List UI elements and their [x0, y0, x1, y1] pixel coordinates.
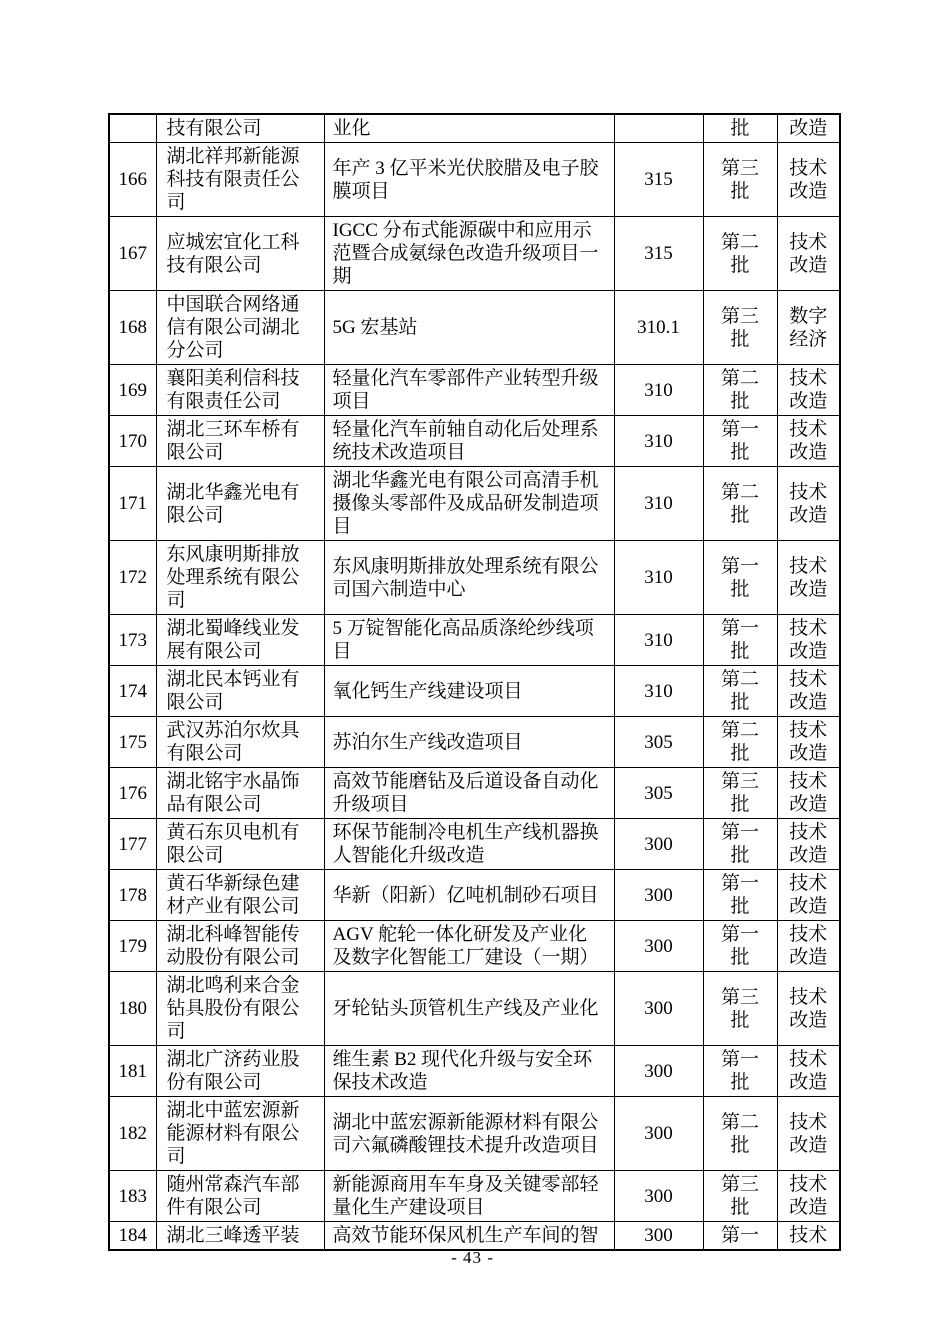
cell-amount: 315	[614, 143, 703, 217]
cell-batch: 第一批	[703, 870, 777, 921]
cell-company: 湖北三环车桥有限公司	[156, 416, 324, 467]
cell-batch: 第一批	[703, 541, 777, 615]
cell-amount: 300	[614, 1171, 703, 1222]
cell-seq: 182	[109, 1097, 156, 1171]
cell-amount: 310	[614, 541, 703, 615]
cell-batch: 第二批	[703, 365, 777, 416]
cell-batch: 第三批	[703, 768, 777, 819]
cell-seq: 167	[109, 217, 156, 291]
cell-company: 湖北祥邦新能源科技有限责任公司	[156, 143, 324, 217]
cell-seq: 175	[109, 717, 156, 768]
cell-amount: 300	[614, 1046, 703, 1097]
table-row	[109, 768, 840, 819]
cell-seq: 166	[109, 143, 156, 217]
cell-seq: 177	[109, 819, 156, 870]
cell-amount: 300	[614, 819, 703, 870]
cell-amount: 300	[614, 870, 703, 921]
cell-batch: 第三批	[703, 972, 777, 1046]
cell-amount: 310.1	[614, 291, 703, 365]
cell-company: 湖北蜀峰线业发展有限公司	[156, 615, 324, 666]
cell-seq: 174	[109, 666, 156, 717]
cell-seq: 168	[109, 291, 156, 365]
cell-category: 技术改造	[777, 217, 840, 291]
cell-company: 湖北铭宇水晶饰品有限公司	[156, 768, 324, 819]
cell-batch: 第一	[703, 1222, 777, 1251]
cell-project: 轻量化汽车零部件产业转型升级项目	[324, 365, 614, 416]
table-row	[109, 666, 840, 717]
cell-project: 华新（阳新）亿吨机制砂石项目	[324, 870, 614, 921]
cell-project: IGCC 分布式能源碳中和应用示范暨合成氨绿色改造升级项目一期	[324, 217, 614, 291]
cell-amount: 310	[614, 666, 703, 717]
cell-project: 维生素 B2 现代化升级与安全环保技术改造	[324, 1046, 614, 1097]
cell-project: AGV 舵轮一体化研发及产业化及数字化智能工厂建设（一期）	[324, 921, 614, 972]
cell-batch: 第一批	[703, 615, 777, 666]
cell-company: 湖北民本钙业有限公司	[156, 666, 324, 717]
cell-batch: 第二批	[703, 467, 777, 541]
table-row	[109, 1046, 840, 1097]
cell-amount: 310	[614, 416, 703, 467]
cell-project: 环保节能制冷电机生产线机器换人智能化升级改造	[324, 819, 614, 870]
cell-amount: 315	[614, 217, 703, 291]
cell-project: 年产 3 亿平米光伏胶腊及电子胶膜项目	[324, 143, 614, 217]
cell-company: 黄石华新绿色建材产业有限公司	[156, 870, 324, 921]
table-row	[109, 365, 840, 416]
cell-batch: 批	[703, 114, 777, 143]
cell-project: 牙轮钻头顶管机生产线及产业化	[324, 972, 614, 1046]
cell-batch: 第二批	[703, 717, 777, 768]
cell-company: 湖北鸣利来合金钻具股份有限公司	[156, 972, 324, 1046]
cell-amount: 300	[614, 1097, 703, 1171]
table-row	[109, 1171, 840, 1222]
cell-category: 技术改造	[777, 1046, 840, 1097]
table-row	[109, 217, 840, 291]
table-row	[109, 1222, 840, 1251]
cell-project: 高效节能磨钻及后道设备自动化升级项目	[324, 768, 614, 819]
table-row	[109, 114, 840, 143]
cell-amount: 305	[614, 717, 703, 768]
cell-company: 湖北三峰透平装	[156, 1222, 324, 1251]
cell-category: 技术改造	[777, 972, 840, 1046]
table-row	[109, 972, 840, 1046]
cell-amount: 310	[614, 365, 703, 416]
table-row	[109, 870, 840, 921]
cell-seq: 180	[109, 972, 156, 1046]
project-list-table	[108, 113, 841, 1251]
cell-category: 技术改造	[777, 1097, 840, 1171]
table-row	[109, 541, 840, 615]
cell-project: 氧化钙生产线建设项目	[324, 666, 614, 717]
cell-seq: 171	[109, 467, 156, 541]
cell-seq: 183	[109, 1171, 156, 1222]
cell-category: 技术改造	[777, 467, 840, 541]
cell-seq	[109, 114, 156, 143]
cell-category: 技术改造	[777, 416, 840, 467]
cell-category: 技术改造	[777, 870, 840, 921]
cell-amount: 300	[614, 921, 703, 972]
cell-category: 技术	[777, 1222, 840, 1251]
cell-seq: 181	[109, 1046, 156, 1097]
cell-batch: 第二批	[703, 1097, 777, 1171]
cell-category: 技术改造	[777, 615, 840, 666]
cell-company: 湖北广济药业股份有限公司	[156, 1046, 324, 1097]
cell-seq: 178	[109, 870, 156, 921]
cell-category: 技术改造	[777, 143, 840, 217]
cell-amount: 300	[614, 972, 703, 1046]
cell-company: 东风康明斯排放处理系统有限公司	[156, 541, 324, 615]
table-row	[109, 467, 840, 541]
table-row	[109, 416, 840, 467]
cell-project: 东风康明斯排放处理系统有限公司国六制造中心	[324, 541, 614, 615]
cell-company: 武汉苏泊尔炊具有限公司	[156, 717, 324, 768]
cell-project: 5 万锭智能化高品质涤纶纱线项目	[324, 615, 614, 666]
table-row	[109, 1097, 840, 1171]
cell-category: 技术改造	[777, 921, 840, 972]
cell-company: 湖北中蓝宏源新能源材料有限公司	[156, 1097, 324, 1171]
cell-batch: 第一批	[703, 819, 777, 870]
cell-seq: 172	[109, 541, 156, 615]
cell-amount: 300	[614, 1222, 703, 1251]
cell-seq: 169	[109, 365, 156, 416]
cell-category: 技术改造	[777, 541, 840, 615]
cell-seq: 176	[109, 768, 156, 819]
table-row	[109, 819, 840, 870]
cell-batch: 第一批	[703, 921, 777, 972]
cell-batch: 第三批	[703, 291, 777, 365]
cell-project: 湖北华鑫光电有限公司高清手机摄像头零部件及成品研发制造项目	[324, 467, 614, 541]
cell-company: 湖北科峰智能传动股份有限公司	[156, 921, 324, 972]
cell-company: 湖北华鑫光电有限公司	[156, 467, 324, 541]
cell-company: 黄石东贝电机有限公司	[156, 819, 324, 870]
cell-amount: 310	[614, 615, 703, 666]
cell-project: 苏泊尔生产线改造项目	[324, 717, 614, 768]
cell-seq: 170	[109, 416, 156, 467]
cell-category: 技术改造	[777, 717, 840, 768]
cell-seq: 184	[109, 1222, 156, 1251]
table-row	[109, 717, 840, 768]
cell-seq: 173	[109, 615, 156, 666]
cell-company: 中国联合网络通信有限公司湖北分公司	[156, 291, 324, 365]
page-number: - 43 -	[451, 1248, 494, 1267]
cell-category: 改造	[777, 114, 840, 143]
cell-project: 业化	[324, 114, 614, 143]
cell-company: 随州常森汽车部件有限公司	[156, 1171, 324, 1222]
cell-amount	[614, 114, 703, 143]
cell-batch: 第二批	[703, 217, 777, 291]
cell-category: 技术改造	[777, 666, 840, 717]
cell-amount: 305	[614, 768, 703, 819]
cell-company: 技有限公司	[156, 114, 324, 143]
cell-batch: 第一批	[703, 1046, 777, 1097]
cell-project: 轻量化汽车前轴自动化后处理系统技术改造项目	[324, 416, 614, 467]
table-row	[109, 921, 840, 972]
cell-batch: 第一批	[703, 416, 777, 467]
cell-batch: 第三批	[703, 1171, 777, 1222]
cell-project: 湖北中蓝宏源新能源材料有限公司六氟磷酸锂技术提升改造项目	[324, 1097, 614, 1171]
cell-category: 技术改造	[777, 1171, 840, 1222]
cell-amount: 310	[614, 467, 703, 541]
cell-project: 5G 宏基站	[324, 291, 614, 365]
cell-batch: 第二批	[703, 666, 777, 717]
cell-category: 技术改造	[777, 768, 840, 819]
table-row	[109, 615, 840, 666]
cell-seq: 179	[109, 921, 156, 972]
cell-category: 技术改造	[777, 819, 840, 870]
cell-company: 襄阳美利信科技有限责任公司	[156, 365, 324, 416]
cell-project: 高效节能环保风机生产车间的智	[324, 1222, 614, 1251]
table-row	[109, 291, 840, 365]
cell-category: 数字经济	[777, 291, 840, 365]
cell-category: 技术改造	[777, 365, 840, 416]
cell-project: 新能源商用车车身及关键零部轻量化生产建设项目	[324, 1171, 614, 1222]
cell-company: 应城宏宜化工科技有限公司	[156, 217, 324, 291]
cell-batch: 第三批	[703, 143, 777, 217]
table-row	[109, 143, 840, 217]
